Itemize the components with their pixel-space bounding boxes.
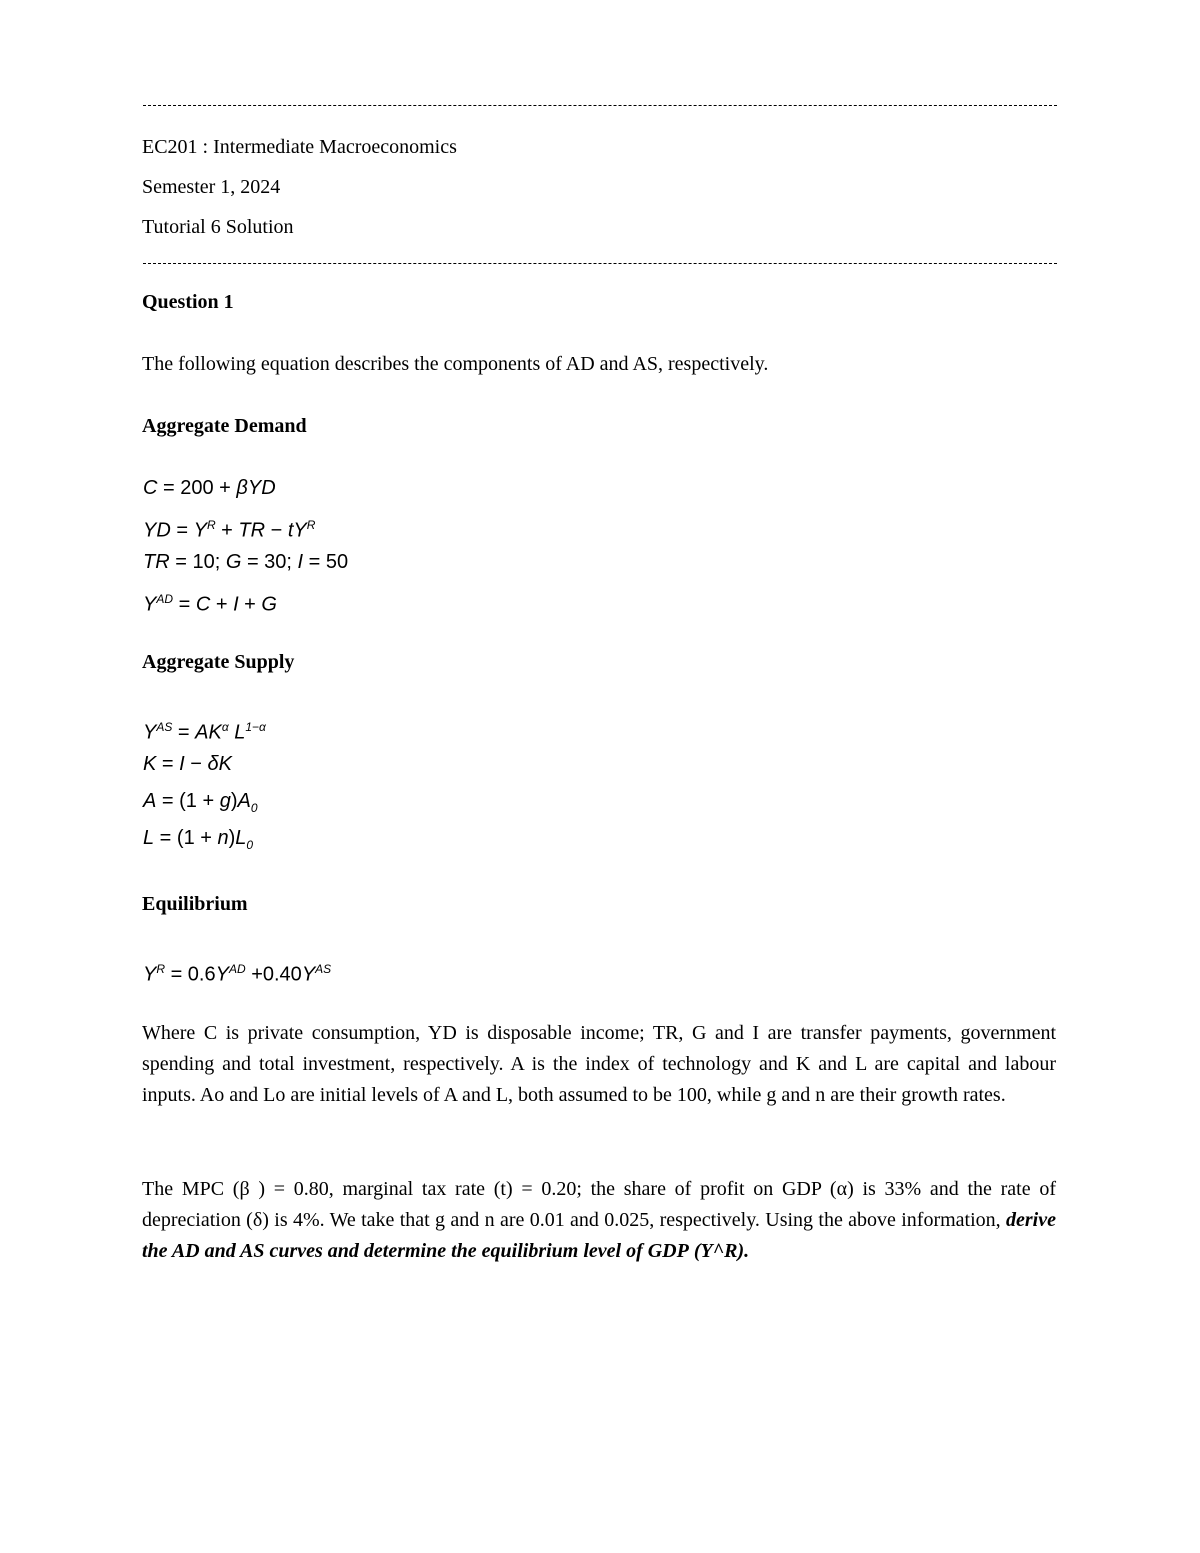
variable-definitions-paragraph: Where C is private consumption, YD is disposable income; TR, G and I are transfer payments, government spending and total investment, respectively. A is the index of technology and K and L are capital and labour inputs. Ao and Lo are initial levels of A and L, both assumed to be 100, while g and n are their growth rates. xyxy=(142,1022,1056,1106)
parameters-text: The MPC (β ) = 0.80, marginal tax rate (t) = 0.20; the share of profit on GDP (α) is 33% and the rate of depreciation (δ) is 4%. We take that g and n are 0.01 and 0.025, respectively. Using the above information, xyxy=(142,1178,1057,1231)
tutorial-title: Tutorial 6 Solution xyxy=(142,216,294,238)
parameters-paragraph xyxy=(142,1174,1056,1267)
as-equation-production: $Y^{AS} = AK^\alpha$ $L^{1-\alpha}$ xyxy=(143,720,266,744)
ad-equation-aggregate-demand: $Y^{AD} = C + I + G$ xyxy=(143,592,277,616)
as-equation-labour: $L = (1 + n)L_0$ xyxy=(143,827,254,852)
ad-equation-exogenous: TR = 10; G = 30; I = 50 xyxy=(143,551,349,573)
ad-equation-consumption: C = 200 + βYD xyxy=(143,477,276,499)
equilibrium-heading: Equilibrium xyxy=(142,893,248,915)
top-divider xyxy=(143,105,1057,106)
as-equation-technology: $A = (1 + g)A_0$ xyxy=(143,790,258,815)
question-intro: The following equation describes the components of AD and AS, respectively. xyxy=(142,353,769,375)
question-heading: Question 1 xyxy=(142,291,234,313)
as-equation-capital: K = I − δK xyxy=(143,753,232,775)
equilibrium-equation: $Y^R = 0.6Y^{AD} +0.40Y^{AS}$ xyxy=(143,962,332,986)
as-heading: Aggregate Supply xyxy=(142,651,295,673)
semester-label: Semester 1, 2024 xyxy=(142,176,281,198)
task-instruction-tail: (Y^R). xyxy=(693,1240,750,1262)
course-title: EC201 : Intermediate Macroeconomics xyxy=(142,136,457,158)
ad-heading: Aggregate Demand xyxy=(142,415,307,437)
task-instruction: derive the AD and AS curves and determine the equilibrium level of GDP xyxy=(142,1209,1056,1262)
bottom-divider xyxy=(143,263,1057,264)
ad-equation-disposable-income: YD = $Y^R$ + TR − $tY^R$ xyxy=(143,518,316,542)
